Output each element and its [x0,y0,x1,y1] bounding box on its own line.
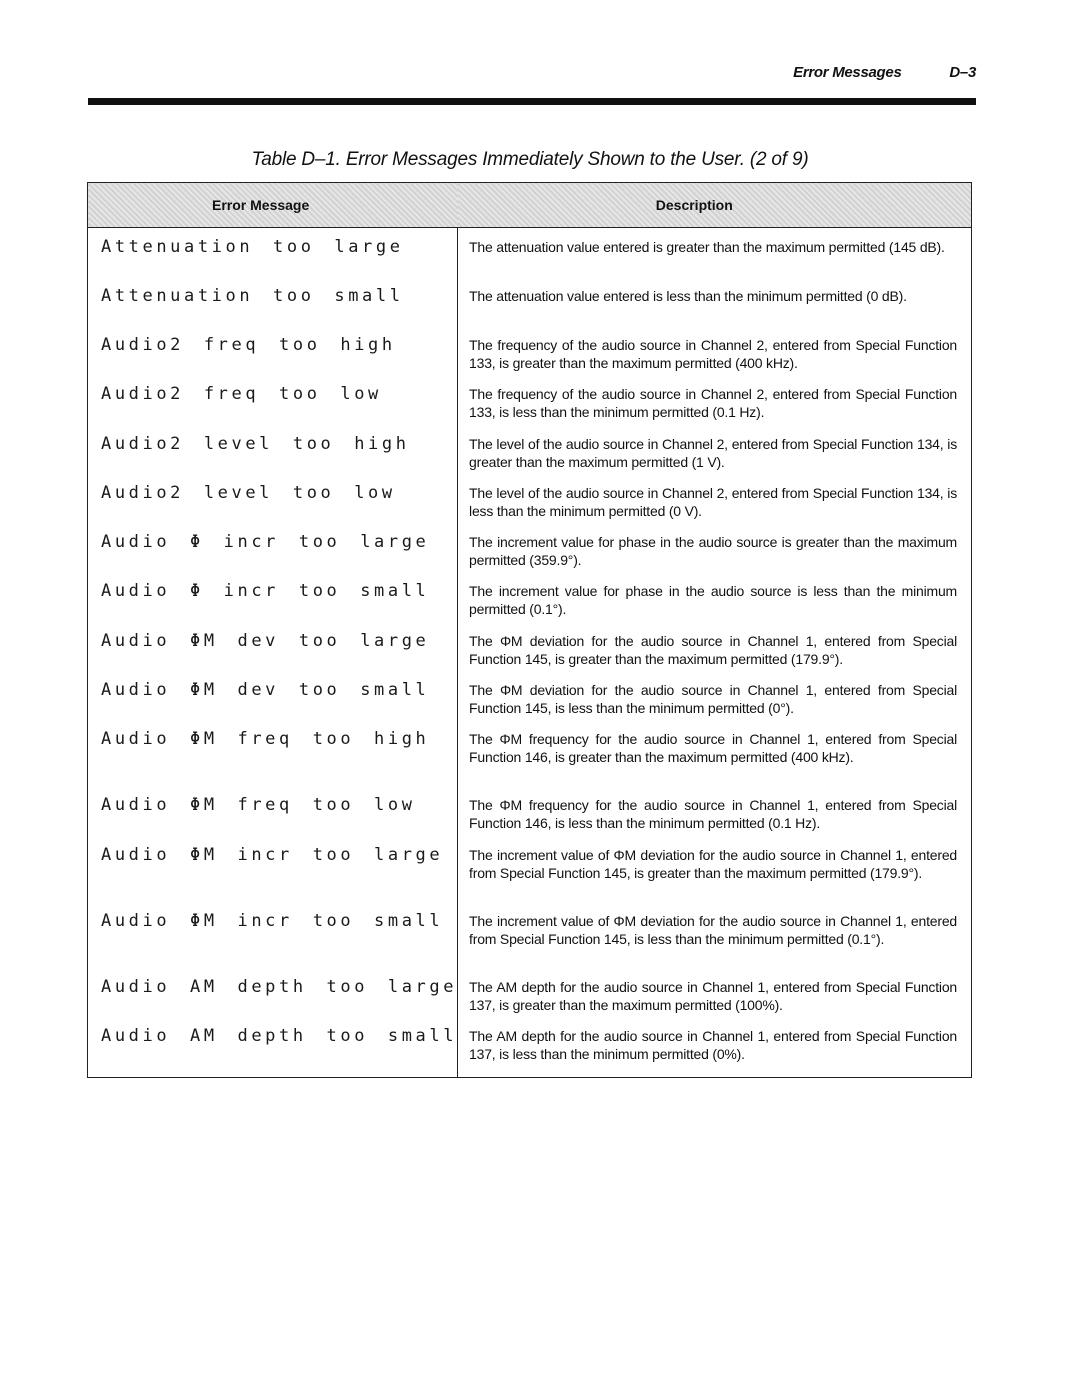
description-cell: The ΦM frequency for the audio source in Channel 1, entered from Special Function 146, is greater than the maximum permitted (400 kHz). [469,730,957,765]
description-cell: The increment value of ΦM deviation for the audio source in Channel 1, entered from Special Function 145, is greater than the maximum permitted (179.9°). [469,846,957,881]
description-cell: The increment value for phase in the audio source is less than the minimum permitted (0.1°). [469,582,957,617]
description-cell: The ΦM frequency for the audio source in Channel 1, entered from Special Function 146, is less than the minimum permitted (0.1 Hz). [469,796,957,831]
description-cell: The AM depth for the audio source in Channel 1, entered from Special Function 137, is greater than the maximum permitted (100%). [469,978,957,1013]
description-cell: The frequency of the audio source in Channel 2, entered from Special Function 133, is less than the minimum permitted (0.1 Hz). [469,385,957,420]
error-message-cell: Audio Φ incr too small [88,572,458,622]
running-header [793,64,976,81]
error-message-cell: Audio ΦM incr too large [88,836,458,902]
error-message-cell: Audio2 level too high [88,425,458,474]
table-row [88,671,972,720]
header-section-title: Error Messages [793,64,902,81]
description-cell: The ΦM deviation for the audio source in Channel 1, entered from Special Function 145, is greater than the maximum permitted (179.9°). [469,632,957,667]
table-row [88,622,972,671]
error-message-cell: Audio Φ incr too large [88,523,458,572]
error-message-cell: Audio ΦM incr too small [88,902,458,968]
table-row [88,326,972,375]
error-message-cell: Attenuation too small [88,277,458,326]
error-message-cell: Audio AM depth too large [88,968,458,1017]
description-cell: The level of the audio source in Channel 2, entered from Special Function 134, is less than the minimum permitted (0 V). [469,484,957,519]
description-cell: The level of the audio source in Channel 2, entered from Special Function 134, is greater than the maximum permitted (1 V). [469,435,957,470]
table-row [88,228,972,277]
description-cell: The AM depth for the audio source in Channel 1, entered from Special Function 137, is less than the minimum permitted (0%). [469,1027,957,1062]
error-message-cell: Audio2 freq too low [88,375,458,425]
error-message-cell: Audio2 level too low [88,474,458,523]
error-message-cell: Audio2 freq too high [88,326,458,375]
description-cell: The frequency of the audio source in Channel 2, entered from Special Function 133, is greater than the maximum permitted (400 kHz). [469,336,957,371]
table-row [88,1017,972,1078]
table-row [88,720,972,786]
table-row [88,572,972,622]
table-row [88,786,972,836]
description-cell: The attenuation value entered is less than the minimum permitted (0 dB). [469,287,907,304]
table-row [88,425,972,474]
table-row [88,523,972,572]
table-row [88,474,972,523]
table-title: Table D–1. Error Messages Immediately Shown to the User. (2 of 9) [251,149,809,170]
table-header-row [88,183,972,228]
table-row [88,277,972,326]
error-message-cell: Audio ΦM dev too small [88,671,458,720]
error-messages-table [87,182,972,1078]
table-row [88,375,972,425]
header-page-number: D–3 [949,64,976,81]
error-message-cell: Audio AM depth too small [88,1017,458,1078]
header-rule [88,98,976,105]
description-cell: The increment value for phase in the audio source is greater than the maximum permitted (359.9°). [469,533,957,568]
column-header-description: Description [458,183,972,228]
table-row [88,968,972,1017]
table-row [88,902,972,968]
description-cell: The attenuation value entered is greater than the maximum permitted (145 dB). [469,239,945,255]
error-message-cell: Audio ΦM freq too high [88,720,458,786]
error-message-cell: Attenuation too large [88,228,458,277]
description-cell: The increment value of ΦM deviation for the audio source in Channel 1, entered from Special Function 145, is less than the minimum permitted (0.1°). [469,912,957,947]
error-message-cell: Audio ΦM dev too large [88,622,458,671]
table-row [88,836,972,902]
error-message-cell: Audio ΦM freq too low [88,786,458,836]
column-header-error-message: Error Message [88,183,458,228]
description-cell: The ΦM deviation for the audio source in Channel 1, entered from Special Function 145, is less than the minimum permitted (0°). [469,681,957,716]
